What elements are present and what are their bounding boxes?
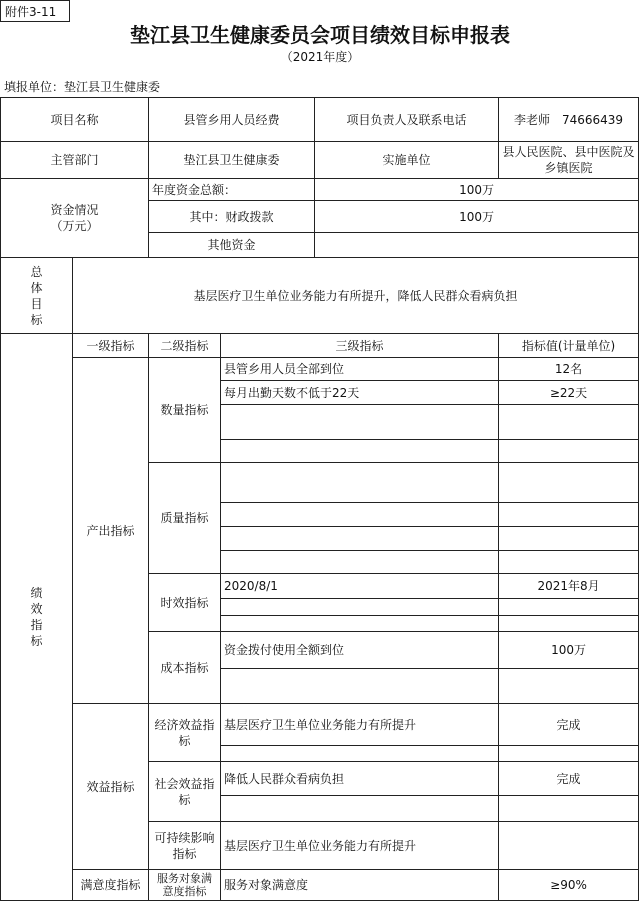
form-table xyxy=(0,97,639,901)
service-satisfaction-text: 服务对象满意度 xyxy=(221,870,499,901)
quantity-row-3-value xyxy=(499,405,639,440)
economic-benefit-label: 经济效益指标 xyxy=(149,704,221,762)
output-indicator-label: 产出指标 xyxy=(73,358,149,704)
total-funds-label: 年度资金总额： xyxy=(149,179,315,201)
quality-row-2-value xyxy=(499,503,639,527)
form-year: （2021年度） xyxy=(280,50,360,64)
quality-row-3-text xyxy=(221,527,499,551)
col-level2-header: 二级指标 xyxy=(149,334,221,358)
quantity-row-4-value xyxy=(499,440,639,463)
timeliness-row-3-value xyxy=(499,616,639,632)
quantity-indicator-label: 数量指标 xyxy=(149,358,221,463)
quality-row-4-text xyxy=(221,551,499,574)
cost-row-2-value xyxy=(499,669,639,704)
dept-label: 主管部门 xyxy=(1,142,149,179)
dept-value: 垫江县卫生健康委 xyxy=(149,142,315,179)
indicators-section-label: 绩效指标 xyxy=(1,334,73,901)
social-benefit-text: 降低人民群众看病负担 xyxy=(221,762,499,796)
quantity-row-4-text xyxy=(221,440,499,463)
benefit-indicator-label: 效益指标 xyxy=(73,704,149,870)
timeliness-indicator-label: 时效指标 xyxy=(149,574,221,632)
economic-row-2-text xyxy=(221,746,499,762)
cost-text: 资金拨付使用全额到位 xyxy=(221,632,499,669)
quantity-row-1-value: 12名 xyxy=(499,358,639,381)
other-funds-value xyxy=(315,233,639,258)
timeliness-row-3-text xyxy=(221,616,499,632)
annex-label: 附件3-11 xyxy=(0,0,70,22)
contact-value: 李老师 74666439 xyxy=(499,98,639,142)
quality-row-3-value xyxy=(499,527,639,551)
social-benefit-label: 社会效益指标 xyxy=(149,762,221,822)
cost-row-2-text xyxy=(221,669,499,704)
quality-row-2-text xyxy=(221,503,499,527)
quality-row-4-value xyxy=(499,551,639,574)
overall-goal-text: 基层医疗卫生单位业务能力有所提升，降低人民群众看病负担 xyxy=(73,258,639,334)
overall-goal-label: 总体目标 xyxy=(1,258,73,334)
service-satisfaction-label: 服务对象满意度指标 xyxy=(149,870,221,901)
impl-value: 县人民医院、县中医院及乡镇医院 xyxy=(499,142,639,179)
social-row-2-text xyxy=(221,796,499,822)
quantity-row-2-value: ≥22天 xyxy=(499,381,639,405)
timeliness-value: 2021年8月 xyxy=(499,574,639,599)
sustainable-impact-label: 可持续影响指标 xyxy=(149,822,221,870)
quality-row-1-value xyxy=(499,463,639,503)
fiscal-funds-value: 100万 xyxy=(315,201,639,233)
economic-row-2-value xyxy=(499,746,639,762)
fiscal-funds-label: 其中：财政拨款 xyxy=(149,201,315,233)
social-benefit-value: 完成 xyxy=(499,762,639,796)
quantity-row-3-text xyxy=(221,405,499,440)
sustainable-impact-text: 基层医疗卫生单位业务能力有所提升 xyxy=(221,822,499,870)
col-value-header: 指标值(计量单位) xyxy=(499,334,639,358)
col-level1-header: 一级指标 xyxy=(73,334,149,358)
project-name-value: 县管乡用人员经费 xyxy=(149,98,315,142)
social-row-2-value xyxy=(499,796,639,822)
quality-row-1-text xyxy=(221,463,499,503)
cost-indicator-label: 成本指标 xyxy=(149,632,221,704)
timeliness-row-2-value xyxy=(499,599,639,616)
contact-label: 项目负责人及联系电话 xyxy=(315,98,499,142)
other-funds-label: 其他资金 xyxy=(149,233,315,258)
quality-indicator-label: 质量指标 xyxy=(149,463,221,574)
sustainable-impact-value xyxy=(499,822,639,870)
cost-value: 100万 xyxy=(499,632,639,669)
quantity-row-2-text: 每月出勤天数不低于22天 xyxy=(221,381,499,405)
col-level3-header: 三级指标 xyxy=(221,334,499,358)
service-satisfaction-value: ≥90% xyxy=(499,870,639,901)
economic-benefit-value: 完成 xyxy=(499,704,639,746)
project-name-label: 项目名称 xyxy=(1,98,149,142)
funds-label xyxy=(1,179,149,258)
total-funds-value: 100万 xyxy=(315,179,639,201)
funds-label-line1: 资金情况 xyxy=(50,203,99,217)
economic-benefit-text: 基层医疗卫生单位业务能力有所提升 xyxy=(221,704,499,746)
timeliness-row-2-text xyxy=(221,599,499,616)
impl-label: 实施单位 xyxy=(315,142,499,179)
timeliness-text: 2020/8/1 xyxy=(221,574,499,599)
satisfaction-indicator-label: 满意度指标 xyxy=(73,870,149,901)
funds-label-line2: （万元） xyxy=(50,219,99,233)
quantity-row-1-text: 县管乡用人员全部到位 xyxy=(221,358,499,381)
filler-unit: 填报单位：垫江县卫生健康委 xyxy=(4,80,161,94)
form-title: 垫江县卫生健康委员会项目绩效目标申报表 xyxy=(130,23,510,47)
